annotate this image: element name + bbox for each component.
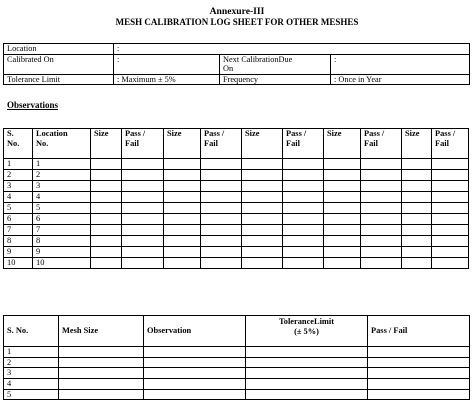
row-sno: 2 <box>4 170 33 181</box>
frequency-value: : Once in Year <box>331 74 470 85</box>
size-input-cell[interactable] <box>91 192 122 203</box>
pass-fail-input-cell[interactable] <box>201 258 242 269</box>
table-row <box>4 247 469 258</box>
size-input-cell[interactable] <box>164 214 201 225</box>
size-input-cell[interactable] <box>242 214 283 225</box>
pass-fail-input-cell[interactable] <box>201 236 242 247</box>
size-input-cell[interactable] <box>324 258 361 269</box>
info-table <box>3 43 470 85</box>
size-input-cell[interactable] <box>164 170 201 181</box>
size-input-cell[interactable] <box>324 214 361 225</box>
observation-input-cell[interactable] <box>144 357 246 368</box>
pass-fail-input-cell[interactable] <box>432 159 469 170</box>
pass-fail-input-cell[interactable] <box>122 258 164 269</box>
size-input-cell[interactable] <box>91 214 122 225</box>
col-pass-line2: Fail <box>204 138 218 148</box>
size-input-cell[interactable] <box>242 225 283 236</box>
row-location-no: 7 <box>33 225 91 236</box>
size-input-cell[interactable] <box>402 236 432 247</box>
table-row <box>4 357 470 368</box>
pass-fail-input-cell[interactable] <box>361 258 402 269</box>
summary-row-sno: 2 <box>4 357 59 368</box>
col-pass-line1: Pass / <box>364 129 385 138</box>
col-pass-line2: Fail <box>286 138 300 148</box>
col-sno-line2: No. <box>7 138 20 148</box>
row-location-no: 9 <box>33 247 91 258</box>
location-field[interactable]: : <box>114 44 470 55</box>
pass-fail-input-cell[interactable] <box>122 247 164 258</box>
pass-fail-input-cell[interactable] <box>122 214 164 225</box>
table-row <box>4 236 469 247</box>
observation-input-cell[interactable] <box>144 389 246 400</box>
next-due-label-line2: On <box>223 64 234 74</box>
table-row <box>4 214 469 225</box>
pass-fail-input-cell[interactable] <box>361 236 402 247</box>
annexure-label: Annexure-III <box>209 6 265 17</box>
size-input-cell[interactable] <box>402 170 432 181</box>
col-pass-line2: Fail <box>125 138 139 148</box>
size-input-cell[interactable] <box>402 258 432 269</box>
row-location-no: 5 <box>33 203 91 214</box>
pass-fail-input-cell[interactable] <box>432 181 469 192</box>
pass-fail-input-cell[interactable] <box>368 357 470 368</box>
size-input-cell[interactable] <box>164 236 201 247</box>
table-row <box>4 159 469 170</box>
frequency-label: Frequency <box>220 74 331 85</box>
size-input-cell[interactable] <box>402 159 432 170</box>
size-input-cell[interactable] <box>164 225 201 236</box>
size-input-cell[interactable] <box>164 258 201 269</box>
size-input-cell[interactable] <box>91 181 122 192</box>
pass-fail-input-cell[interactable] <box>432 203 469 214</box>
summary-row-sno: 1 <box>4 347 59 358</box>
size-input-cell[interactable] <box>164 159 201 170</box>
size-input-cell[interactable] <box>164 181 201 192</box>
pass-fail-input-cell[interactable] <box>122 170 164 181</box>
size-input-cell[interactable] <box>324 192 361 203</box>
pass-fail-input-cell[interactable] <box>361 159 402 170</box>
tolerance-input-cell[interactable] <box>246 357 368 368</box>
mesh-size-input-cell[interactable] <box>59 378 144 389</box>
summary-col-tolerance-line1: ToleranceLimit <box>278 317 335 326</box>
summary-col-tolerance <box>246 316 368 347</box>
pass-fail-input-cell[interactable] <box>368 347 470 358</box>
document-title: MESH CALIBRATION LOG SHEET FOR OTHER MESHES <box>115 17 359 27</box>
size-input-cell[interactable] <box>91 203 122 214</box>
tolerance-value: : Maximum ± 5% <box>114 74 220 85</box>
col-location-line1: Location <box>36 129 68 138</box>
tolerance-input-cell[interactable] <box>246 368 368 379</box>
table-row <box>4 389 470 400</box>
size-input-cell[interactable] <box>91 225 122 236</box>
size-input-cell[interactable] <box>91 236 122 247</box>
pass-fail-input-cell[interactable] <box>432 247 469 258</box>
row-location-no: 8 <box>33 236 91 247</box>
size-input-cell[interactable] <box>242 192 283 203</box>
row-sno: 1 <box>4 159 33 170</box>
summary-col-pass-fail: Pass / Fail <box>368 316 470 347</box>
size-input-cell[interactable] <box>164 203 201 214</box>
size-input-cell[interactable] <box>402 214 432 225</box>
size-input-cell[interactable] <box>164 247 201 258</box>
table-row <box>4 258 469 269</box>
summary-body <box>4 347 470 400</box>
pass-fail-input-cell[interactable] <box>432 236 469 247</box>
pass-fail-input-cell[interactable] <box>368 378 470 389</box>
col-sno-header <box>4 129 33 159</box>
pass-fail-input-cell[interactable] <box>283 159 324 170</box>
summary-col-observation: Observation <box>144 316 246 347</box>
size-input-cell[interactable] <box>242 236 283 247</box>
pass-fail-input-cell[interactable] <box>122 225 164 236</box>
pass-fail-input-cell[interactable] <box>122 192 164 203</box>
location-label: Location <box>4 44 114 55</box>
table-row <box>4 181 469 192</box>
table-row <box>4 192 469 203</box>
size-input-cell[interactable] <box>242 159 283 170</box>
size-input-cell[interactable] <box>402 203 432 214</box>
pass-fail-input-cell[interactable] <box>361 181 402 192</box>
tolerance-input-cell[interactable] <box>246 347 368 358</box>
size-input-cell[interactable] <box>242 203 283 214</box>
pass-fail-input-cell[interactable] <box>201 159 242 170</box>
pass-fail-input-cell[interactable] <box>283 258 324 269</box>
size-input-cell[interactable] <box>324 236 361 247</box>
size-input-cell[interactable] <box>91 170 122 181</box>
pass-fail-input-cell[interactable] <box>283 236 324 247</box>
col-pass-fail-header <box>122 129 164 159</box>
col-sno-line1: S. <box>7 129 14 138</box>
pass-fail-input-cell[interactable] <box>283 181 324 192</box>
observation-input-cell[interactable] <box>144 347 246 358</box>
pass-fail-input-cell[interactable] <box>432 214 469 225</box>
summary-col-mesh-size: Mesh Size <box>59 316 144 347</box>
col-pass-fail-header <box>283 129 324 159</box>
col-pass-fail-header <box>361 129 402 159</box>
col-pass-line1: Pass / <box>204 129 225 138</box>
observations-table <box>3 128 469 269</box>
mesh-size-input-cell[interactable] <box>59 347 144 358</box>
pass-fail-input-cell[interactable] <box>283 214 324 225</box>
size-input-cell[interactable] <box>164 192 201 203</box>
col-pass-line1: Pass / <box>435 129 456 138</box>
table-row <box>4 203 469 214</box>
col-size-header: Size <box>324 129 361 159</box>
mesh-size-input-cell[interactable] <box>59 357 144 368</box>
summary-col-tolerance-line2: (± 5%) <box>294 326 319 336</box>
col-pass-fail-header <box>201 129 242 159</box>
summary-table <box>3 315 470 400</box>
next-due-field[interactable]: : <box>331 54 470 74</box>
col-size-header: Size <box>242 129 283 159</box>
table-row <box>4 347 470 358</box>
pass-fail-input-cell[interactable] <box>361 170 402 181</box>
summary-row-sno: 4 <box>4 378 59 389</box>
row-location-no: 6 <box>33 214 91 225</box>
summary-col-sno: S. No. <box>4 316 59 347</box>
table-row <box>4 368 470 379</box>
row-sno: 6 <box>4 214 33 225</box>
size-input-cell[interactable] <box>324 203 361 214</box>
summary-header-row <box>4 316 470 347</box>
row-sno: 10 <box>4 258 33 269</box>
row-location-no: 10 <box>33 258 91 269</box>
pass-fail-input-cell[interactable] <box>201 214 242 225</box>
pass-fail-input-cell[interactable] <box>122 236 164 247</box>
pass-fail-input-cell[interactable] <box>283 225 324 236</box>
row-sno: 7 <box>4 225 33 236</box>
row-sno: 3 <box>4 181 33 192</box>
pass-fail-input-cell[interactable] <box>432 192 469 203</box>
col-location-line2: No. <box>36 138 49 148</box>
mesh-size-input-cell[interactable] <box>59 368 144 379</box>
next-due-label-line1: Next CalibrationDue <box>223 54 293 64</box>
pass-fail-input-cell[interactable] <box>361 214 402 225</box>
row-location-no: 3 <box>33 181 91 192</box>
tolerance-input-cell[interactable] <box>246 389 368 400</box>
col-pass-fail-header <box>432 129 469 159</box>
row-sno: 5 <box>4 203 33 214</box>
observations-body <box>4 159 469 269</box>
pass-fail-input-cell[interactable] <box>283 192 324 203</box>
pass-fail-input-cell[interactable] <box>368 368 470 379</box>
row-location-no: 4 <box>33 192 91 203</box>
pass-fail-input-cell[interactable] <box>283 247 324 258</box>
size-input-cell[interactable] <box>402 181 432 192</box>
size-input-cell[interactable] <box>324 247 361 258</box>
col-size-header: Size <box>164 129 201 159</box>
size-input-cell[interactable] <box>402 247 432 258</box>
observations-header-row <box>4 129 469 159</box>
pass-fail-input-cell[interactable] <box>361 247 402 258</box>
size-input-cell[interactable] <box>91 258 122 269</box>
size-input-cell[interactable] <box>324 181 361 192</box>
size-input-cell[interactable] <box>242 258 283 269</box>
tolerance-input-cell[interactable] <box>246 378 368 389</box>
pass-fail-input-cell[interactable] <box>122 159 164 170</box>
size-input-cell[interactable] <box>324 159 361 170</box>
size-input-cell[interactable] <box>242 247 283 258</box>
pass-fail-input-cell[interactable] <box>201 181 242 192</box>
size-input-cell[interactable] <box>324 225 361 236</box>
pass-fail-input-cell[interactable] <box>201 203 242 214</box>
observation-input-cell[interactable] <box>144 368 246 379</box>
tolerance-label: Tolerance Limit <box>4 74 114 85</box>
table-row <box>4 378 470 389</box>
pass-fail-input-cell[interactable] <box>361 203 402 214</box>
row-location-no: 1 <box>33 159 91 170</box>
col-location-header <box>33 129 91 159</box>
row-sno: 9 <box>4 247 33 258</box>
size-input-cell[interactable] <box>91 159 122 170</box>
table-row <box>4 170 469 181</box>
calibrated-on-field[interactable]: : <box>114 54 220 74</box>
row-sno: 8 <box>4 236 33 247</box>
size-input-cell[interactable] <box>242 181 283 192</box>
size-input-cell[interactable] <box>402 225 432 236</box>
pass-fail-input-cell[interactable] <box>201 225 242 236</box>
observations-title: Observations <box>7 100 59 110</box>
summary-row-sno: 5 <box>4 389 59 400</box>
pass-fail-input-cell[interactable] <box>432 258 469 269</box>
next-due-label <box>220 54 331 74</box>
pass-fail-input-cell[interactable] <box>122 181 164 192</box>
size-input-cell[interactable] <box>242 170 283 181</box>
size-input-cell[interactable] <box>324 170 361 181</box>
col-pass-line2: Fail <box>364 138 378 148</box>
pass-fail-input-cell[interactable] <box>361 192 402 203</box>
pass-fail-input-cell[interactable] <box>432 225 469 236</box>
table-row <box>4 225 469 236</box>
calibrated-on-label: Calibrated On <box>4 54 114 74</box>
row-location-no: 2 <box>33 170 91 181</box>
size-input-cell[interactable] <box>402 192 432 203</box>
pass-fail-input-cell[interactable] <box>201 192 242 203</box>
col-size-header: Size <box>402 129 432 159</box>
summary-row-sno: 3 <box>4 368 59 379</box>
pass-fail-input-cell[interactable] <box>283 170 324 181</box>
pass-fail-input-cell[interactable] <box>201 247 242 258</box>
col-pass-line1: Pass / <box>286 129 307 138</box>
size-input-cell[interactable] <box>91 247 122 258</box>
observation-input-cell[interactable] <box>144 378 246 389</box>
pass-fail-input-cell[interactable] <box>201 170 242 181</box>
mesh-size-input-cell[interactable] <box>59 389 144 400</box>
pass-fail-input-cell[interactable] <box>361 225 402 236</box>
pass-fail-input-cell[interactable] <box>283 203 324 214</box>
pass-fail-input-cell[interactable] <box>122 203 164 214</box>
col-size-header: Size <box>91 129 122 159</box>
pass-fail-input-cell[interactable] <box>368 389 470 400</box>
col-pass-line2: Fail <box>435 138 449 148</box>
row-sno: 4 <box>4 192 33 203</box>
col-pass-line1: Pass / <box>125 129 146 138</box>
pass-fail-input-cell[interactable] <box>432 170 469 181</box>
